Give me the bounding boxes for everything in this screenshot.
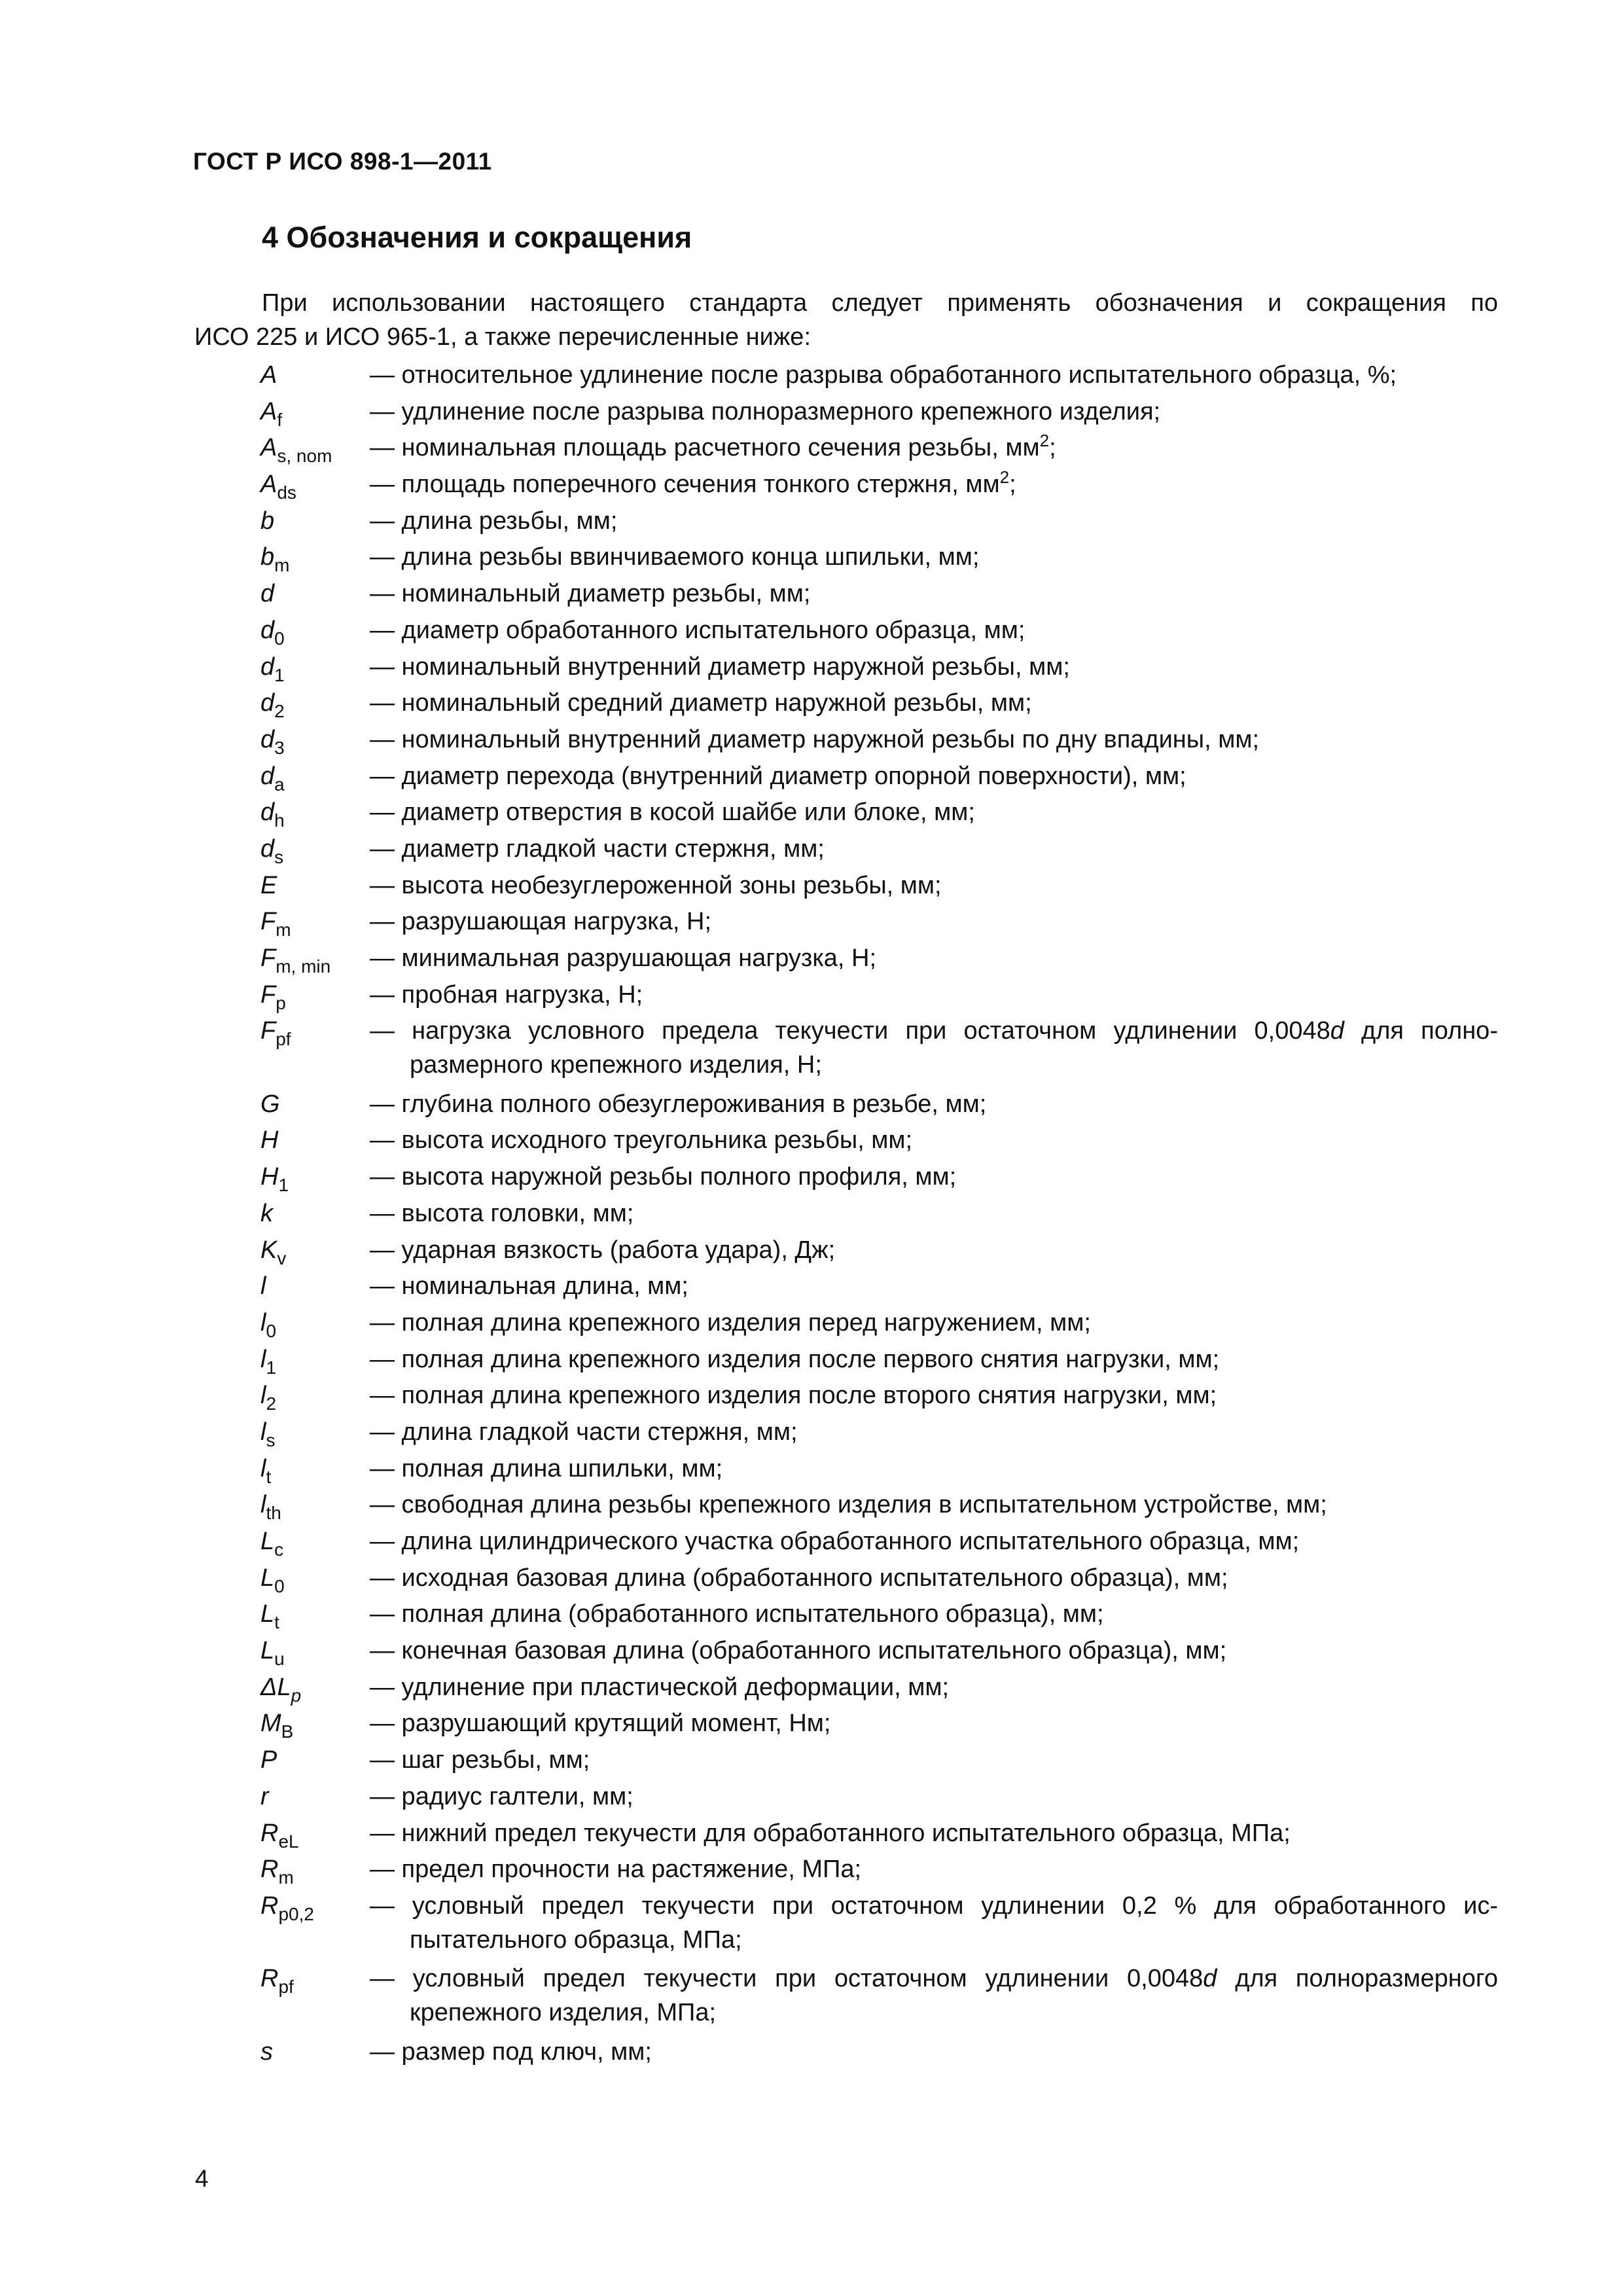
symbol-row <box>0 1743 1623 1780</box>
symbol: d <box>260 580 275 608</box>
intro-line-1: При использовании настоящего стандарта следует применять обозначения и сокращения по <box>262 289 1498 317</box>
symbol-row <box>0 1597 1623 1634</box>
symbol-row <box>0 686 1623 723</box>
symbol-row <box>0 1233 1623 1270</box>
symbol-row <box>0 650 1623 687</box>
symbol: $M_B$ <box>260 1710 294 1742</box>
symbol-description: — полная длина шпильки, мм; <box>370 1454 723 1482</box>
symbol: $l_2$ <box>260 1382 277 1414</box>
symbol: $l_s$ <box>260 1418 276 1450</box>
document-code-header: ГОСТ Р ИСО 898-1—2011 <box>193 148 492 175</box>
symbol: s <box>260 2037 273 2066</box>
symbol: $L_u$ <box>260 1637 285 1670</box>
symbol-description: — номинальный средний диаметр наружной резьбы, мм; <box>370 689 1032 717</box>
symbol-description: — длина гладкой части стержня, мм; <box>370 1418 798 1446</box>
symbol: $d_a$ <box>260 762 285 795</box>
symbol-row <box>0 723 1623 759</box>
symbol-description: — площадь поперечного сечения тонкого стержня, $мм^2$; <box>370 467 1016 499</box>
symbol-row <box>0 1962 1623 2034</box>
symbol: k <box>260 1199 273 1227</box>
symbol: $l_1$ <box>260 1345 277 1378</box>
symbol: $L_0$ <box>260 1564 285 1596</box>
symbol-row <box>0 1415 1623 1452</box>
symbol-description: — ударная вязкость (работа удара), Дж; <box>370 1236 836 1264</box>
symbol: $R_m$ <box>260 1856 294 1888</box>
symbol-row <box>0 1488 1623 1524</box>
symbol-row <box>0 1852 1623 1889</box>
symbol-description: — высота головки, мм; <box>370 1199 634 1227</box>
symbol-description: — радиус галтели, мм; <box>370 1782 633 1810</box>
symbol-row <box>0 1889 1623 1962</box>
symbol-row <box>0 1160 1623 1196</box>
symbol: $d_0$ <box>260 616 285 649</box>
symbol-description: — полная длина (обработанного испытательного образца), мм; <box>370 1600 1104 1628</box>
symbol-row <box>0 2035 1623 2072</box>
symbol-description: — нижний предел текучести для обработанного испытательного образца, МПа; <box>370 1819 1291 1847</box>
symbol: $l_0$ <box>260 1308 277 1341</box>
symbol-row <box>0 1561 1623 1598</box>
symbol: $R_{p0,2}$ <box>260 1892 314 1924</box>
symbol: P <box>260 1746 277 1774</box>
symbol-description: — полная длина крепежного изделия перед нагружением, мм; <box>370 1308 1091 1336</box>
symbol-row <box>0 1378 1623 1415</box>
symbol: $F_{pf}$ <box>260 1017 291 1050</box>
symbol-description: — разрушающий крутящий момент, Нм; <box>370 1710 831 1738</box>
symbol-description: — номинальная площадь расчетного сечения резьбы, $мм^2$; <box>370 431 1056 462</box>
intro-paragraph <box>194 286 1498 354</box>
symbol: $\Delta L_p$ <box>260 1673 302 1706</box>
symbol-description: — диаметр перехода (внутренний диаметр опорной поверхности), мм; <box>370 762 1186 790</box>
symbol-description: — полная длина крепежного изделия после второго снятия нагрузки, мм; <box>370 1382 1217 1410</box>
symbol-description: — высота необезуглероженной зоны резьбы, мм; <box>370 871 942 899</box>
symbol: $d_3$ <box>260 725 285 758</box>
symbol-row <box>0 1524 1623 1561</box>
symbol: $l_t$ <box>260 1454 272 1487</box>
symbol: $R_{eL}$ <box>260 1819 299 1852</box>
symbol-row <box>0 395 1623 431</box>
symbol: $A_{s, nom}$ <box>260 434 332 467</box>
symbol-description: — предел прочности на растяжение, МПа; <box>370 1856 862 1884</box>
symbol: $d_s$ <box>260 834 284 867</box>
symbol-row <box>0 540 1623 577</box>
symbol: $F_p$ <box>260 980 286 1013</box>
symbol-row <box>0 869 1623 905</box>
symbol-description: — номинальный диаметр резьбы, мм; <box>370 580 811 608</box>
symbol-row <box>0 431 1623 467</box>
symbol: $b_m$ <box>260 543 290 576</box>
symbol-description: — нагрузка условного предела текучести при остаточном удлинении 0,0048d для полно- размерного крепежного изделия, Н; <box>370 1017 1498 1079</box>
symbol: $d_1$ <box>260 653 285 685</box>
symbol-row <box>0 1342 1623 1379</box>
symbol-description: — свободная длина резьбы крепежного изделия в испытательном устройстве, мм; <box>370 1491 1327 1519</box>
symbol-row <box>0 1196 1623 1233</box>
symbol: $A_{ds}$ <box>260 471 296 503</box>
symbol: $L_c$ <box>260 1528 284 1560</box>
symbol: $l_{th}$ <box>260 1491 281 1524</box>
symbol-row <box>0 467 1623 504</box>
symbol: $d_h$ <box>260 798 285 831</box>
symbol: r <box>260 1782 269 1810</box>
symbol: A <box>260 361 277 389</box>
symbol-description: — номинальный внутренний диаметр наружной резьбы, мм; <box>370 653 1070 681</box>
symbol-description: — длина цилиндрического участка обработанного испытательного образца, мм; <box>370 1528 1300 1556</box>
intro-line-2: ИСО 225 и ИСО 965-1, а также перечисленные ниже: <box>194 323 812 351</box>
symbol-description: — пробная нагрузка, Н; <box>370 980 643 1009</box>
symbol-description: — глубина полного обезуглероживания в резьбе, мм; <box>370 1090 987 1118</box>
symbol-row <box>0 905 1623 941</box>
symbol-description: — высота исходного треугольника резьбы, мм; <box>370 1126 913 1155</box>
symbol-description: — исходная базовая длина (обработанного испытательного образца), мм; <box>370 1564 1228 1592</box>
symbol-description: — удлинение при пластической деформации, мм; <box>370 1673 950 1701</box>
symbol-description: — минимальная разрушающая нагрузка, Н; <box>370 944 877 972</box>
symbol-row <box>0 1306 1623 1342</box>
symbol-description: — условный предел текучести при остаточном удлинении 0,2 % для обработанного ис- пытательного образца, МПа; <box>370 1892 1498 1954</box>
symbol-row <box>0 1816 1623 1853</box>
symbol-row <box>0 613 1623 650</box>
symbol-row <box>0 1014 1623 1086</box>
symbol-description: — длина резьбы, мм; <box>370 507 618 535</box>
symbol-description: — диаметр отверстия в косой шайбе или блоке, мм; <box>370 798 975 827</box>
symbol: $A_f$ <box>260 397 283 430</box>
symbol-description: — размер под ключ, мм; <box>370 2037 652 2066</box>
symbol-row <box>0 759 1623 796</box>
symbol-row <box>0 941 1623 978</box>
symbol: $F_m$ <box>260 908 291 941</box>
symbol-description: — условный предел текучести при остаточном удлинении 0,0048d для полноразмерного крепежного изделия, МПа; <box>370 1965 1499 2027</box>
symbol: $d_2$ <box>260 689 285 722</box>
symbol-description: — высота наружной резьбы полного профиля, мм; <box>370 1163 957 1191</box>
symbol-row <box>0 1670 1623 1707</box>
symbol: l <box>260 1272 266 1300</box>
symbol-row <box>0 358 1623 395</box>
symbol-row <box>0 1269 1623 1306</box>
section-title: 4 Обозначения и сокращения <box>262 221 692 254</box>
symbol-description: — номинальная длина, мм; <box>370 1272 688 1300</box>
symbol: $L_t$ <box>260 1600 279 1633</box>
symbol: G <box>260 1090 280 1118</box>
symbol-row <box>0 978 1623 1014</box>
symbol-description: — номинальный внутренний диаметр наружной резьбы по дну впадины, мм; <box>370 725 1260 753</box>
symbol-description: — удлинение после разрыва полноразмерного крепежного изделия; <box>370 397 1161 425</box>
symbol-row <box>0 795 1623 832</box>
symbol-row <box>0 1706 1623 1743</box>
symbol: $K_v$ <box>260 1236 287 1268</box>
symbol-row <box>0 1123 1623 1160</box>
symbol: $F_{m, min}$ <box>260 944 331 977</box>
symbol-description: — относительное удлинение после разрыва обработанного испытательного образца, %; <box>370 361 1397 389</box>
symbol: E <box>260 871 277 899</box>
symbol-row <box>0 1452 1623 1488</box>
symbol-row <box>0 832 1623 869</box>
symbol-row <box>0 1634 1623 1670</box>
symbol-row <box>0 1780 1623 1816</box>
symbol-row <box>0 504 1623 541</box>
symbol-description: — длина резьбы ввинчиваемого конца шпильки, мм; <box>370 543 980 571</box>
symbol-description: — конечная базовая длина (обработанного испытательного образца), мм; <box>370 1637 1227 1665</box>
symbol: $R_{pf}$ <box>260 1965 294 1998</box>
symbol-description: — разрушающая нагрузка, Н; <box>370 908 711 936</box>
symbol-description: — полная длина крепежного изделия после первого снятия нагрузки, мм; <box>370 1345 1220 1373</box>
symbol-description: — диаметр гладкой части стержня, мм; <box>370 834 825 863</box>
symbol-description: — диаметр обработанного испытательного образца, мм; <box>370 616 1026 644</box>
page-number: 4 <box>195 2165 209 2192</box>
symbol-row <box>0 577 1623 613</box>
symbol: $H_1$ <box>260 1163 289 1196</box>
symbol: b <box>260 507 275 535</box>
symbol: H <box>260 1126 279 1155</box>
symbol-row <box>0 1087 1623 1124</box>
symbols-list <box>0 358 1623 2071</box>
symbol-description: — шаг резьбы, мм; <box>370 1746 590 1774</box>
